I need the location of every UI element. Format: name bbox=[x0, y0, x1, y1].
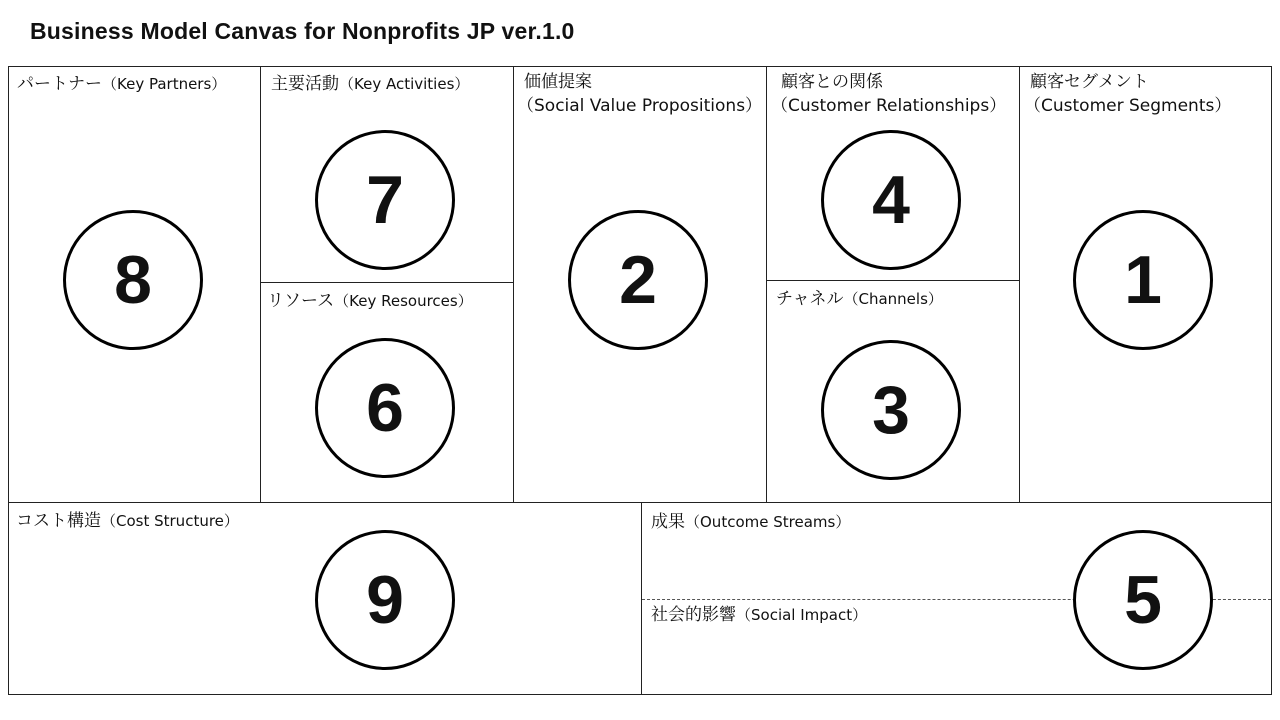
key-partners-label-en: （Key Partners） bbox=[102, 75, 227, 93]
customer-segments-label-jp: 顧客セグメント bbox=[1030, 72, 1149, 92]
key-activities-number: 7 bbox=[315, 130, 455, 270]
customer-relationships-label-jp: 顧客との関係 bbox=[781, 72, 883, 92]
customer-relationships-label-en: （Customer Relationships） bbox=[771, 96, 1007, 116]
outcome-streams-number: 5 bbox=[1073, 530, 1213, 670]
social-impact-label-jp: 社会的影響 bbox=[651, 605, 736, 625]
key-resources-number: 6 bbox=[315, 338, 455, 478]
outcome-streams-label-en: （Outcome Streams） bbox=[685, 513, 851, 531]
key-activities-label-jp: 主要活動 bbox=[271, 74, 339, 94]
key-partners-label-jp: パートナー bbox=[17, 74, 102, 94]
cost-structure-label-jp: コスト構造 bbox=[16, 511, 101, 531]
social-impact-label bbox=[651, 603, 867, 627]
key-resources-label-en: （Key Resources） bbox=[334, 292, 473, 310]
key-activities-label bbox=[271, 72, 469, 96]
key-activities-label-en: （Key Activities） bbox=[339, 75, 470, 93]
key-partners-number: 8 bbox=[63, 210, 203, 350]
key-resources-label bbox=[267, 289, 473, 313]
outcome-streams-label-jp: 成果 bbox=[651, 512, 685, 532]
cost-structure-label-en: （Cost Structure） bbox=[101, 512, 239, 530]
channels-label bbox=[776, 287, 943, 311]
value-propositions-number: 2 bbox=[568, 210, 708, 350]
canvas-title: Business Model Canvas for Nonprofits JP ver.1.0 bbox=[30, 18, 575, 44]
key-resources-label-jp: リソース bbox=[267, 291, 335, 311]
cost-structure-number: 9 bbox=[315, 530, 455, 670]
customer-relationships-number: 4 bbox=[821, 130, 961, 270]
customer-segments-number: 1 bbox=[1073, 210, 1213, 350]
channels-label-jp: チャネル bbox=[776, 289, 844, 309]
value-propositions-label-jp: 価値提案 bbox=[524, 72, 592, 92]
cost-structure-label bbox=[16, 509, 239, 533]
outcome-streams-label bbox=[651, 510, 850, 534]
channels-number: 3 bbox=[821, 340, 961, 480]
value-propositions-label-en: （Social Value Propositions） bbox=[517, 96, 763, 116]
social-impact-label-en: （Social Impact） bbox=[736, 606, 868, 624]
channels-label-en: （Channels） bbox=[843, 290, 943, 308]
key-partners-label bbox=[17, 72, 226, 96]
customer-segments-label-en: （Customer Segments） bbox=[1024, 96, 1232, 116]
